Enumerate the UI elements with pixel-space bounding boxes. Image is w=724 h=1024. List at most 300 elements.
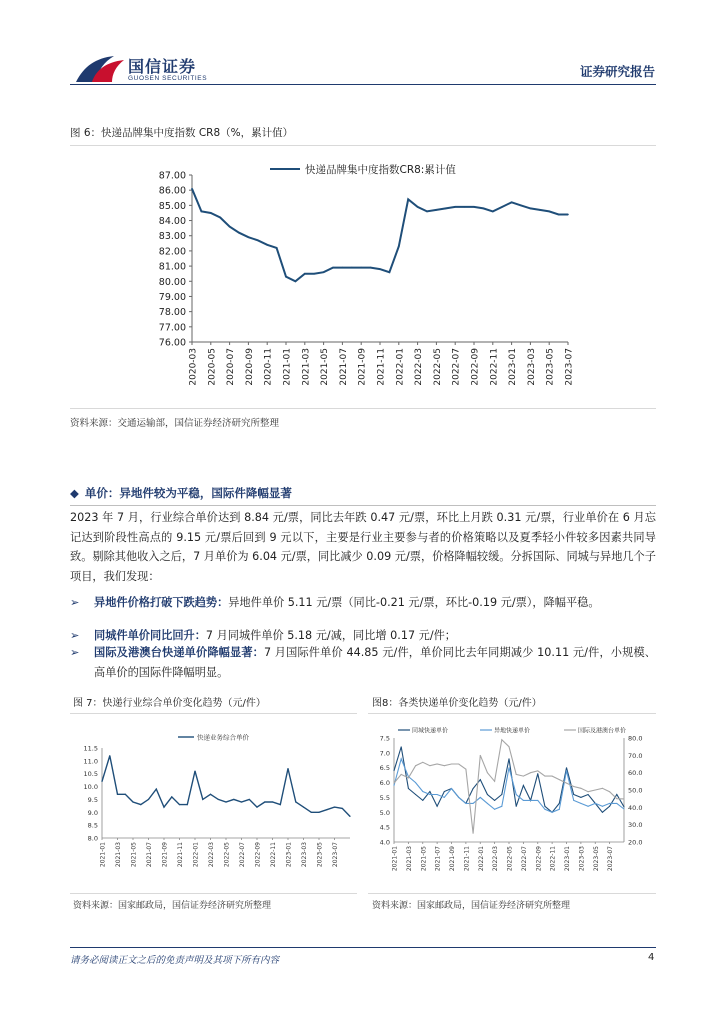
x-tick-label: 2020-03 — [188, 348, 199, 386]
cr8-data-point — [520, 205, 522, 207]
international-price-data-point — [408, 777, 409, 778]
bullet-heading: 异地件价格打破下跌趋势： — [94, 596, 229, 609]
x-tick-label: 2021-03 — [405, 846, 413, 872]
bullet-arrow-icon: ➢ — [70, 596, 80, 609]
same-city-price-data-point — [523, 785, 524, 786]
inter-city-price-data-point — [437, 794, 438, 795]
international-price-data-point — [394, 783, 395, 784]
cr8-data-point — [558, 214, 560, 216]
international-price-data-point — [451, 764, 452, 765]
inter-city-price-data-point — [552, 812, 553, 813]
international-price-data-point — [429, 765, 430, 766]
international-price-data-point — [487, 772, 488, 773]
figure6-chart — [150, 150, 590, 400]
x-tick-label: 2021-09 — [357, 348, 368, 386]
same-city-price-data-point — [559, 803, 560, 804]
x-tick-label: 2023-07 — [607, 846, 615, 872]
section-paragraph: 2023 年 7 月，行业综合单价达到 8.84 元/票，同比去年跌 0.47 元/票，环比上月跌 0.31 元/票，行业单价在 6 月忘记达到阶段性高点的 9.15 元/票后回到 9 元以下，主要是行业主要参与者的价格策略以及夏季轻小件较多因素共同导致。剔除其他收入之后，7 月单价为 6.04 元/票，同比减少 0.09 元/票，价格降幅较缓。分拆国际、同城与异地几个子项目，我们发现： — [70, 511, 656, 583]
cr8-data-point — [219, 217, 221, 219]
unit-price-data-point — [218, 799, 219, 800]
x-tick-label: 2021-11 — [376, 348, 387, 386]
cr8-data-point — [407, 198, 409, 200]
unit-price-data-point — [272, 801, 273, 802]
unit-price-data-point — [187, 804, 188, 805]
y-tick-label: 9.5 — [87, 795, 98, 804]
cr8-data-point — [313, 273, 315, 275]
same-city-price-data-point — [609, 806, 610, 807]
y-tick-label: 84.00 — [158, 216, 186, 228]
logo-company-name: 国信证券 — [128, 57, 197, 76]
cr8-data-point — [389, 271, 391, 273]
section-rule — [70, 505, 656, 506]
left-y-tick-label: 7.0 — [379, 749, 390, 758]
international-price-data-point — [559, 779, 560, 780]
figure6-source: 资料来源：交通运输部，国信证券经济研究所整理 — [70, 418, 280, 429]
international-price-data-point — [401, 774, 402, 775]
y-tick-label: 83.00 — [158, 231, 186, 243]
same-city-price-data-point — [602, 812, 603, 813]
international-price-data-point — [444, 765, 445, 766]
bullet-arrow-icon: ➢ — [70, 629, 80, 642]
inter-city-price-data-point — [530, 800, 531, 801]
figure8-source: 资料来源：国家邮政局，国信证券经济研究所整理 — [372, 901, 571, 911]
unit-price-data-point — [210, 794, 211, 795]
x-tick-label: 2022-11 — [270, 842, 277, 868]
unit-price-series-line — [102, 756, 350, 817]
x-tick-label: 2021-01 — [391, 846, 399, 872]
right-y-tick-label: 80.0 — [628, 734, 643, 743]
figure7-title: 图 7：快递行业综合单价变化趋势（元/件） — [73, 698, 266, 709]
same-city-price-data-point — [422, 800, 423, 801]
figure8-source-rule — [368, 893, 656, 894]
figure8-chart — [368, 718, 656, 890]
y-tick-label: 80.00 — [158, 276, 186, 288]
left-y-tick-label: 6.5 — [379, 764, 390, 773]
international-price-data-point — [437, 764, 438, 765]
same-city-price-data-point — [444, 791, 445, 792]
y-tick-label: 85.00 — [158, 200, 186, 212]
x-tick-label: 2023-01 — [564, 846, 571, 872]
international-price-data-point — [422, 762, 423, 763]
x-tick-label: 2021-11 — [463, 846, 471, 872]
x-tick-label: 2022-07 — [239, 842, 246, 868]
legend-label: 同城快递单价 — [412, 727, 449, 735]
international-price-data-point — [465, 769, 466, 770]
international-price-data-point — [501, 739, 502, 740]
unit-price-data-point — [287, 768, 288, 769]
inter-city-price-data-point — [544, 809, 545, 810]
cr8-data-point — [266, 244, 268, 246]
inter-city-price-data-point — [588, 806, 589, 807]
right-y-tick-label: 30.0 — [628, 821, 643, 830]
y-tick-label: 76.00 — [158, 337, 186, 349]
unit-price-data-point — [256, 807, 257, 808]
unit-price-data-point — [132, 801, 133, 802]
same-city-price-data-point — [573, 794, 574, 795]
x-tick-label: 2021-11 — [177, 842, 184, 868]
cr8-data-point — [539, 209, 541, 211]
international-price-data-point — [588, 791, 589, 792]
y-tick-label: 8.0 — [87, 834, 98, 843]
y-tick-label: 11.5 — [83, 744, 98, 753]
unit-price-data-point — [117, 794, 118, 795]
same-city-price-data-point — [487, 794, 488, 795]
unit-price-data-point — [109, 755, 110, 756]
x-tick-label: 2023-03 — [526, 348, 537, 386]
inter-city-price-data-point — [444, 797, 445, 798]
x-tick-label: 2022-09 — [535, 846, 543, 872]
x-tick-label: 2020-11 — [263, 348, 274, 386]
unit-price-data-point — [342, 808, 343, 809]
x-tick-label: 2022-03 — [208, 842, 215, 868]
international-price-data-point — [494, 781, 495, 782]
same-city-price-data-point — [509, 758, 510, 759]
x-tick-label: 2021-03 — [115, 842, 122, 868]
unit-price-data-point — [194, 771, 195, 772]
x-tick-label: 2023-07 — [332, 842, 339, 868]
bullet-text: 7 月同城件单价 5.18 元/减，同比增 0.17 元/件； — [205, 629, 456, 642]
unit-price-data-point — [326, 809, 327, 810]
x-tick-label: 2021-07 — [338, 348, 349, 386]
x-tick-label: 2023-07 — [564, 348, 575, 386]
international-price-series-line — [394, 740, 624, 834]
international-price-data-point — [415, 765, 416, 766]
footer-disclaimer: 请务必阅读正文之后的免责声明及其项下所有内容 — [70, 955, 280, 966]
inter-city-price-data-point — [458, 797, 459, 798]
cr8-data-point — [360, 267, 362, 269]
x-tick-label: 2022-09 — [254, 842, 262, 868]
inter-city-price-data-point — [429, 794, 430, 795]
y-tick-label: 10.0 — [83, 783, 98, 792]
x-tick-label: 2022-11 — [549, 846, 557, 872]
y-tick-label: 87.00 — [158, 170, 186, 182]
unit-price-data-point — [202, 799, 203, 800]
x-tick-label: 2021-03 — [301, 348, 312, 386]
inter-city-price-data-point — [573, 800, 574, 801]
inter-city-price-data-point — [415, 782, 416, 783]
inter-city-price-data-point — [465, 803, 466, 804]
x-tick-label: 2023-05 — [545, 348, 556, 386]
right-y-tick-label: 40.0 — [628, 803, 643, 812]
cr8-data-point — [201, 211, 203, 213]
cr8-data-point — [398, 246, 400, 248]
inter-city-price-data-point — [602, 806, 603, 807]
unit-price-data-point — [280, 804, 281, 805]
figure6-title: 图 6：快递品牌集中度指数 CR8（%，累计值） — [70, 127, 294, 139]
x-tick-label: 2021-05 — [130, 842, 138, 868]
cr8-data-point — [379, 268, 381, 270]
inter-city-price-series-line — [394, 759, 624, 813]
header-divider — [70, 84, 656, 85]
diamond-bullet-icon: ◆ — [70, 486, 79, 500]
unit-price-data-point — [249, 799, 250, 800]
left-y-tick-label: 5.5 — [379, 793, 390, 802]
x-tick-label: 2022-03 — [414, 348, 425, 386]
figure7-title-rule — [70, 713, 357, 714]
unit-price-data-point — [334, 807, 335, 808]
inter-city-price-data-point — [451, 788, 452, 789]
x-tick-label: 2023-01 — [285, 842, 293, 868]
right-y-tick-label: 60.0 — [628, 769, 643, 778]
unit-price-data-point — [101, 781, 102, 782]
unit-price-data-point — [311, 812, 312, 813]
logo-mark-icon — [70, 52, 126, 86]
inter-city-price-data-point — [537, 800, 538, 801]
unit-price-data-point — [295, 801, 296, 802]
same-city-price-data-point — [588, 794, 589, 795]
figure6-title-rule — [70, 145, 656, 146]
figure6-source-rule — [70, 408, 656, 409]
inter-city-price-data-point — [473, 803, 474, 804]
page-number: 4 — [648, 952, 655, 963]
cr8-data-point — [304, 273, 306, 275]
logo — [70, 52, 260, 92]
international-price-data-point — [480, 755, 481, 756]
inter-city-price-data-point — [616, 803, 617, 804]
unit-price-data-point — [179, 804, 180, 805]
unit-price-data-point — [318, 812, 319, 813]
y-tick-label: 10.5 — [83, 770, 98, 779]
right-y-tick-label: 50.0 — [628, 786, 643, 795]
x-tick-label: 2020-09 — [244, 348, 255, 386]
same-city-price-data-point — [408, 788, 409, 789]
y-tick-label: 79.00 — [158, 291, 186, 303]
international-price-data-point — [523, 776, 524, 777]
bullet-text: 7 月国际件单价 44.85 元/件，单价同比去年同期减少 10.11 元/件，小规模、高单价的国际件降幅明显。 — [94, 646, 656, 679]
unit-price-data-point — [171, 796, 172, 797]
cr8-data-point — [238, 232, 240, 234]
x-tick-label: 2023-05 — [592, 846, 600, 872]
x-tick-label: 2022-01 — [477, 846, 485, 872]
international-price-data-point — [473, 833, 474, 834]
cr8-data-point — [370, 267, 372, 269]
unit-price-data-point — [241, 801, 242, 802]
bullet-item — [70, 593, 656, 613]
x-tick-label: 2021-07 — [434, 846, 442, 872]
section-heading — [70, 485, 292, 501]
same-city-price-series-line — [394, 747, 624, 812]
inter-city-price-data-point — [624, 809, 625, 810]
cr8-data-point — [210, 212, 212, 214]
x-tick-label: 2022-05 — [223, 842, 231, 868]
y-tick-label: 77.00 — [158, 322, 186, 334]
right-y-tick-label: 20.0 — [628, 838, 643, 847]
x-tick-label: 2022-01 — [395, 348, 406, 386]
international-price-data-point — [537, 770, 538, 771]
inter-city-price-data-point — [394, 785, 395, 786]
legend-label: 快递业务综合单价 — [197, 733, 249, 742]
x-tick-label: 2021-09 — [449, 846, 456, 872]
cr8-data-point — [285, 276, 287, 278]
x-tick-label: 2022-07 — [451, 348, 462, 386]
x-tick-label: 2023-03 — [578, 846, 586, 872]
legend-label: 国际及港澳台单价 — [578, 727, 627, 735]
x-tick-label: 2022-11 — [489, 348, 500, 386]
cr8-data-point — [483, 208, 485, 210]
figure8-title-rule — [368, 713, 656, 714]
cr8-data-point — [276, 247, 278, 249]
same-city-price-data-point — [415, 794, 416, 795]
y-tick-label: 86.00 — [158, 185, 186, 197]
figure8-title: 图8：各类快递单价变化趋势（元/件） — [372, 698, 542, 709]
bullet-arrow-icon: ➢ — [70, 646, 80, 659]
y-tick-label: 9.0 — [87, 808, 98, 817]
international-price-data-point — [458, 764, 459, 765]
figure7-chart — [70, 718, 357, 890]
x-tick-label: 2021-05 — [320, 348, 331, 386]
bullet-text-block — [94, 593, 656, 613]
same-city-price-data-point — [516, 806, 517, 807]
unit-price-data-point — [233, 799, 234, 800]
international-price-data-point — [516, 774, 517, 775]
figure7-source: 资料来源：国家邮政局，国信证券经济研究所整理 — [73, 901, 272, 911]
inter-city-price-data-point — [516, 794, 517, 795]
left-y-tick-label: 4.5 — [379, 823, 390, 832]
international-price-data-point — [573, 786, 574, 787]
inter-city-price-data-point — [422, 791, 423, 792]
cr8-data-point — [342, 267, 344, 269]
left-y-tick-label: 5.0 — [379, 808, 390, 817]
x-tick-label: 2022-05 — [506, 846, 514, 872]
inter-city-price-data-point — [595, 803, 596, 804]
same-city-price-data-point — [401, 746, 402, 747]
cr8-data-point — [567, 214, 569, 216]
legend-label: 异地快递单价 — [494, 727, 531, 735]
cr8-data-point — [492, 211, 494, 213]
cr8-data-point — [229, 226, 231, 228]
same-city-price-data-point — [480, 779, 481, 780]
cr8-data-point — [445, 208, 447, 210]
unit-price-data-point — [156, 789, 157, 790]
unit-price-data-point — [225, 801, 226, 802]
same-city-price-data-point — [394, 770, 395, 771]
x-tick-label: 2022-05 — [432, 348, 443, 386]
inter-city-price-data-point — [559, 809, 560, 810]
x-tick-label: 2021-05 — [420, 846, 428, 872]
unit-price-data-point — [303, 807, 304, 808]
section-title: 单价：异地件较为平稳，国际件降幅显著 — [84, 486, 292, 500]
inter-city-price-data-point — [401, 758, 402, 759]
unit-price-data-point — [148, 799, 149, 800]
same-city-price-data-point — [624, 806, 625, 807]
inter-city-price-data-point — [501, 806, 502, 807]
x-tick-label: 2023-03 — [301, 842, 308, 868]
unit-price-data-point — [125, 794, 126, 795]
x-tick-label: 2020-05 — [207, 348, 218, 386]
x-tick-label: 2022-09 — [470, 348, 481, 386]
international-price-data-point — [566, 783, 567, 784]
international-price-data-point — [595, 790, 596, 791]
cr8-data-point — [248, 236, 250, 238]
inter-city-price-data-point — [580, 803, 581, 804]
cr8-data-point — [501, 206, 503, 208]
same-city-price-data-point — [429, 791, 430, 792]
left-y-tick-label: 6.0 — [379, 779, 390, 788]
same-city-price-data-point — [494, 800, 495, 801]
y-tick-label: 78.00 — [158, 307, 186, 319]
x-tick-label: 2021-01 — [282, 348, 293, 386]
same-city-price-data-point — [437, 806, 438, 807]
cr8-data-point — [511, 202, 513, 204]
international-price-data-point — [580, 788, 581, 789]
bullet-text-block — [94, 643, 656, 682]
same-city-price-data-point — [544, 806, 545, 807]
y-tick-label: 82.00 — [158, 246, 186, 258]
y-tick-label: 8.5 — [87, 821, 98, 830]
bullet-item — [70, 643, 656, 682]
bullet-text: 异地件单价 5.11 元/票（同比-0.21 元/票，环比-0.19 元/票），降幅平稳。 — [228, 596, 600, 609]
cr8-data-point — [454, 206, 456, 208]
inter-city-price-data-point — [566, 770, 567, 771]
international-price-data-point — [530, 772, 531, 773]
cr8-data-point — [548, 211, 550, 213]
inter-city-price-data-point — [509, 767, 510, 768]
unit-price-data-point — [264, 801, 265, 802]
right-y-tick-label: 70.0 — [628, 751, 643, 760]
international-price-data-point — [609, 791, 610, 792]
left-y-tick-label: 4.0 — [379, 838, 390, 847]
bullet-heading: 同城件单价同比回升： — [94, 629, 206, 642]
cr8-data-point — [257, 239, 259, 241]
cr8-data-point — [323, 271, 325, 273]
x-tick-label: 2022-03 — [492, 846, 500, 872]
international-price-data-point — [624, 798, 625, 799]
unit-price-data-point — [163, 807, 164, 808]
x-tick-label: 2022-07 — [520, 846, 528, 872]
inter-city-price-data-point — [494, 809, 495, 810]
inter-city-price-data-point — [523, 800, 524, 801]
report-type: 证券研究报告 — [580, 64, 656, 79]
inter-city-price-data-point — [480, 797, 481, 798]
same-city-price-data-point — [537, 773, 538, 774]
international-price-data-point — [544, 776, 545, 777]
same-city-price-data-point — [473, 788, 474, 789]
x-tick-label: 2023-01 — [508, 348, 519, 386]
x-tick-label: 2023-05 — [316, 842, 324, 868]
international-price-data-point — [552, 776, 553, 777]
cr8-data-point — [417, 206, 419, 208]
same-city-price-data-point — [501, 794, 502, 795]
cr8-data-point — [351, 267, 353, 269]
international-price-data-point — [616, 798, 617, 799]
cr8-data-point — [332, 267, 334, 269]
x-tick-label: 2020-07 — [226, 348, 237, 386]
unit-price-data-point — [140, 804, 141, 805]
y-tick-label: 81.00 — [158, 261, 186, 273]
inter-city-price-data-point — [487, 803, 488, 804]
footer-divider — [70, 947, 656, 948]
same-city-price-data-point — [580, 797, 581, 798]
cr8-data-point — [295, 280, 297, 282]
cr8-data-point — [191, 188, 193, 190]
cr8-data-point — [426, 211, 428, 213]
bullet-heading: 国际及港澳台快递单价降幅显著： — [94, 646, 264, 659]
figure7-source-rule — [70, 893, 357, 894]
x-tick-label: 2021-01 — [99, 842, 107, 868]
cr8-data-point — [436, 209, 438, 211]
inter-city-price-data-point — [609, 803, 610, 804]
left-y-tick-label: 7.5 — [379, 734, 390, 743]
cr8-data-point — [530, 208, 532, 210]
same-city-price-data-point — [566, 767, 567, 768]
x-tick-label: 2021-09 — [161, 842, 169, 868]
unit-price-data-point — [349, 816, 350, 817]
x-tick-label: 2022-01 — [192, 842, 200, 868]
international-price-data-point — [602, 788, 603, 789]
y-tick-label: 11.0 — [83, 757, 98, 766]
x-tick-label: 2021-07 — [146, 842, 153, 868]
logo-english-name: GUOSEN SECURITIES — [128, 75, 208, 82]
